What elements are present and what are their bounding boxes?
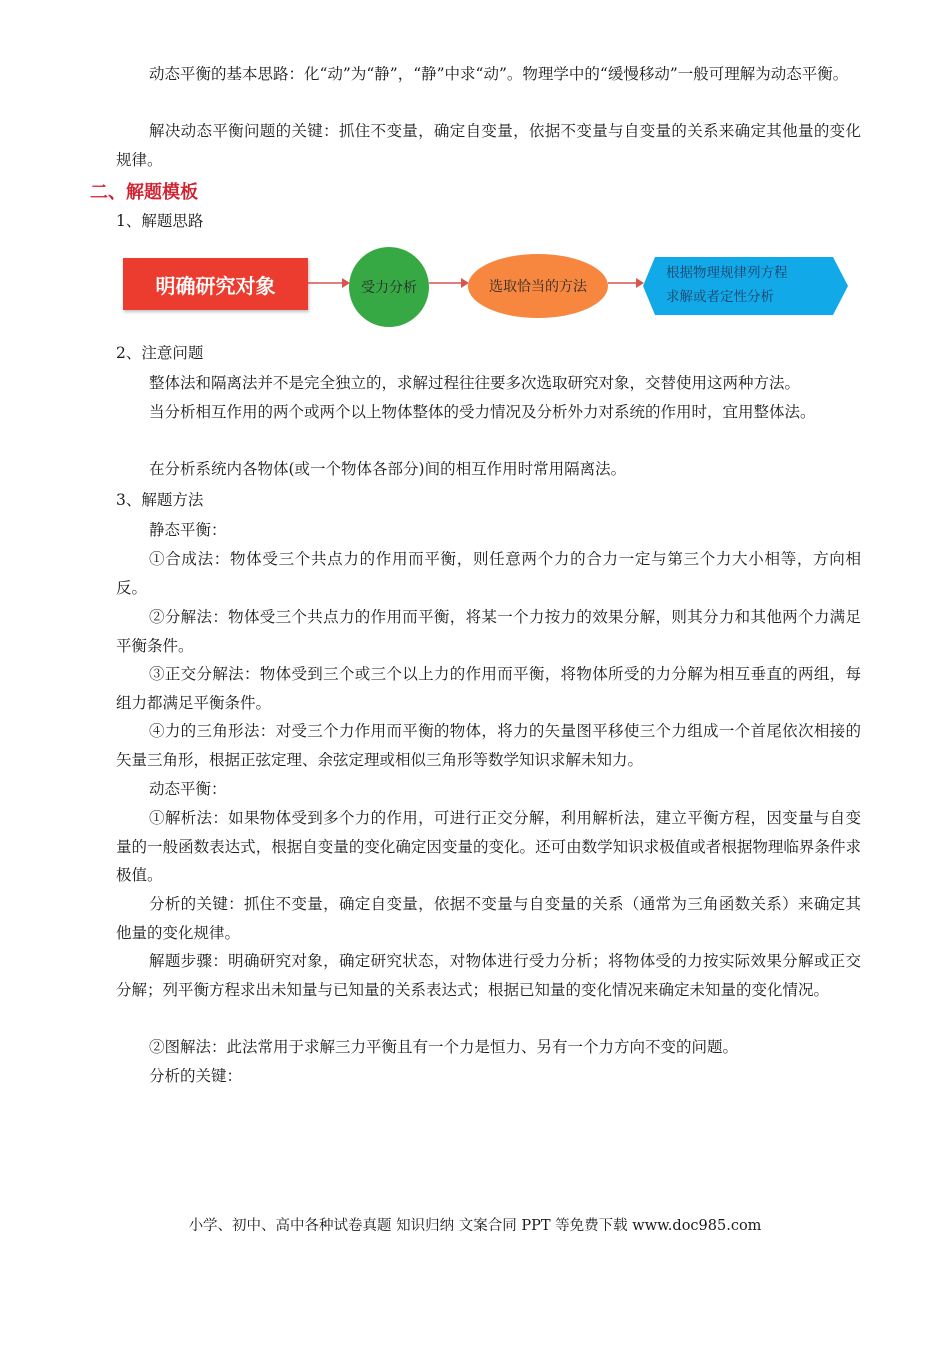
page-footer: 小学、初中、高中各种试卷真题 知识归纳 文案合同 PPT 等免费下载 www.doc985.com [188, 1218, 762, 1234]
note-paragraph-2: 当分析相互作用的两个或两个以上物体整体的受力情况及分析外力对系统的作用时，宜用整体法。 [149, 403, 816, 421]
dynamic-method-2-key: 分析的关键： [149, 1067, 243, 1085]
dynamic-method-2: ②图解法：此法常用于求解三力平衡且有一个力是恒力、另有一个力方向不变的问题。 [149, 1038, 739, 1056]
flow-step-choose-method: 选取恰当的方法 [468, 254, 608, 318]
dynamic-analysis-key: 分析的关键：抓住不变量，确定自变量，依据不变量与自变量的关系（通常为三角函数关系）来确定其他量的变化规律。 [116, 895, 861, 942]
dynamic-solving-steps: 解题步骤：明确研究对象，确定研究状态，对物体进行受力分析；将物体受的力按实际效果分解或正交分解；列平衡方程求出未知量与已知量的关系表达式；根据已知量的变化情况来确定未知量的变化情况。 [116, 952, 861, 999]
dynamic-balance-title: 动态平衡： [149, 780, 227, 798]
flow-arrow-icon [608, 275, 644, 291]
flow-step-identify-object: 明确研究对象 [123, 258, 308, 310]
flowchart [118, 245, 853, 330]
static-method-4: ④力的三角形法：对受三个力作用而平衡的物体，将力的矢量图平移使三个力组成一个首尾依次相接的矢量三角形，根据正弦定理、余弦定理或相似三角形等数学知识求解未知力。 [116, 722, 861, 769]
subsection-notes: 2、注意问题 [116, 344, 204, 362]
flow-step-force-analysis: 受力分析 [349, 247, 429, 327]
subsection-methods: 3、解题方法 [116, 491, 204, 509]
flow-arrow-icon [429, 275, 469, 291]
flow-step-solve-line2: 求解或者定性分析 [666, 289, 774, 305]
static-method-3: ③正交分解法：物体受到三个或三个以上力的作用而平衡，将物体所受的力分解为相互垂直的两组，每组力都满足平衡条件。 [116, 665, 861, 712]
flow-step-solve-line1: 根据物理规律列方程 [666, 265, 788, 281]
flow-arrow-icon [308, 275, 350, 291]
static-method-2: ②分解法：物体受三个共点力的作用而平衡，将某一个力按力的效果分解，则其分力和其他两个力满足平衡条件。 [116, 608, 861, 655]
subsection-solving-idea: 1、解题思路 [116, 212, 204, 230]
paragraph-basic-idea: 动态平衡的基本思路：化“动”为“静”，“静”中求“动”。物理学中的“缓慢移动”一般可理解为动态平衡。 [149, 65, 849, 83]
static-method-1: ①合成法：物体受三个共点力的作用而平衡，则任意两个力的合力一定与第三个力大小相等，方向相反。 [116, 550, 861, 597]
note-paragraph-1: 整体法和隔离法并不是完全独立的，求解过程往往要多次选取研究对象，交替使用这两种方法。 [149, 374, 801, 392]
static-balance-title: 静态平衡： [149, 521, 227, 539]
paragraph-key-point: 解决动态平衡问题的关键：抓住不变量，确定自变量，依据不变量与自变量的关系来确定其他量的变化规律。 [116, 122, 861, 169]
note-paragraph-3: 在分析系统内各物体(或一个物体各部分)间的相互作用时常用隔离法。 [149, 460, 627, 478]
flow-step-solve [666, 261, 836, 309]
dynamic-method-1: ①解析法：如果物体受到多个力的作用，可进行正交分解，利用解析法，建立平衡方程，因变量与自变量的一般函数表达式，根据自变量的变化确定因变量的变化。还可由数学知识求极值或者根据物理临界条件求极值。 [116, 809, 861, 884]
section-title: 二、解题模板 [90, 182, 198, 203]
